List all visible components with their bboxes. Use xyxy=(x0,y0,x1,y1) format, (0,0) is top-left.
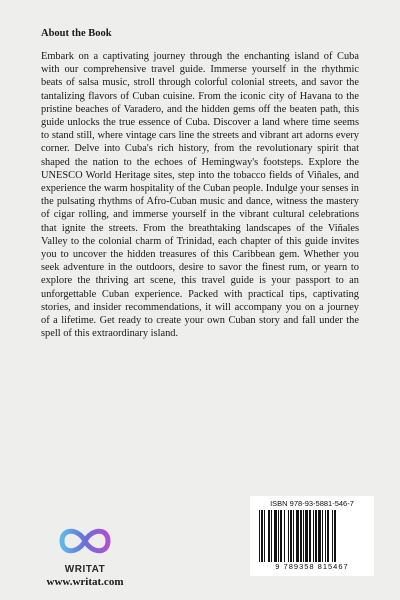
book-description: Embark on a captivating journey through the enchanting island of Cuba with our comprehensive travel guide. Immerse yourself in the rhythmic beats of salsa music, stroll through colorful colonial streets, and savor the tantalizing flavors of Cuban cuisine. From the iconic city of Havana to the pristine beaches of Varadero, and the hidden gems off the beaten path, this guide unlocks the true essence of Cuba. Discover a land where time seems to stand still, where vintage cars line the streets and vibrant art adorns every corner. Delve into Cuba's rich history, from the revolutionary spirit that shaped the nation to the echoes of Hemingway's footsteps. Explore the UNESCO World Heritage sites, step into the tobacco fields of Viñales, and experience the warm hospitality of the Cuban people. Indulge your senses in the pulsating rhythms of Afro-Cuban music and dance, witness the mastery of cigar rolling, and immerse yourself in the vibrant cultural celebrations that ignite the streets. From the breathtaking landscapes of the Viñales Valley to the colonial charm of Trinidad, each chapter of this guide invites you to uncover the hidden treasures of this Caribbean gem. Whether you seek adventure in the outdoors, desire to savor the finest rum, or yearn to explore the thriving art scene, this travel guide is your passport to an unforgettable Cuban experience. Packed with practical tips, captivating stories, and insider recommendations, it will accompany you on a journey of a lifetime. Get ready to create your own Cuban story and fall under the spell of this extraordinary island. xyxy=(41,51,359,340)
publisher-url: www.writat.com xyxy=(46,576,124,588)
publisher-name: WRITAT xyxy=(64,564,106,575)
barcode-panel xyxy=(250,496,374,576)
isbn-number: ISBN 978-93-5881-546-7 xyxy=(270,499,354,508)
infinity-logo-icon xyxy=(54,518,116,564)
barcode-digits: 9 789358 815467 xyxy=(275,562,349,571)
publisher-block xyxy=(30,518,140,588)
barcode-icon xyxy=(259,510,365,562)
about-heading: About the Book xyxy=(41,28,112,39)
